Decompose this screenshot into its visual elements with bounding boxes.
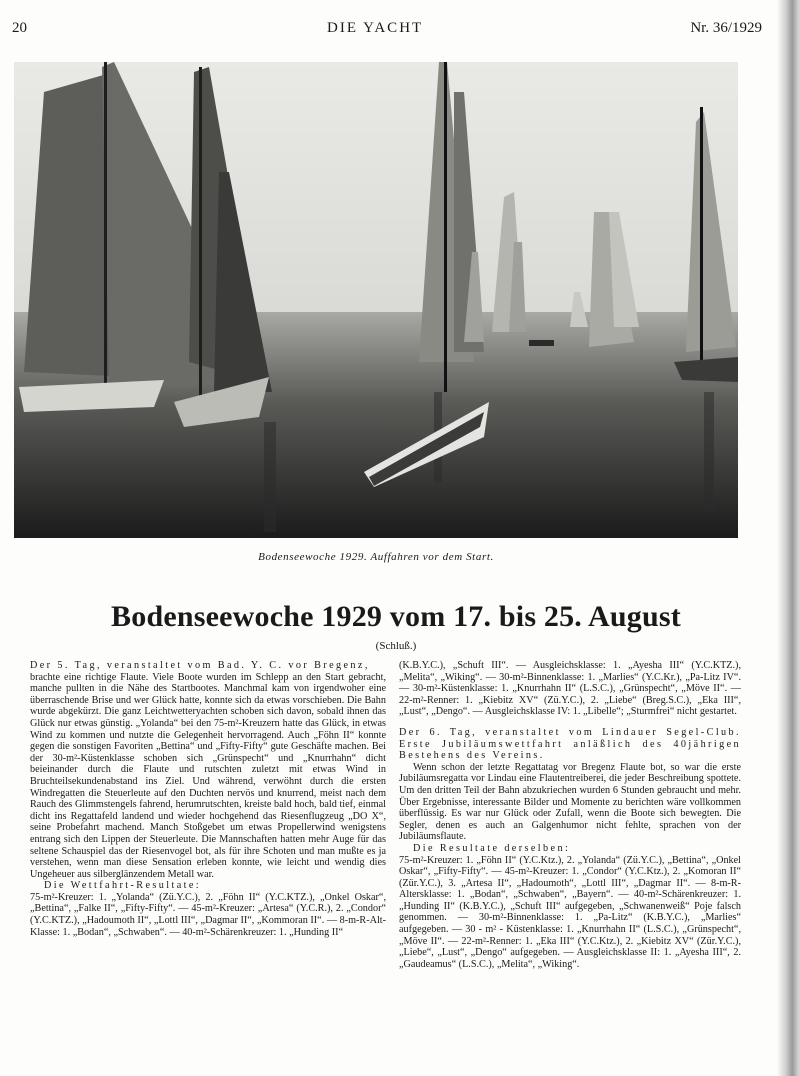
paragraph-heading: Der 6. Tag, veranstaltet vom Lindauer Segel-Club. Erste Jubiläumswettfahrt anläßlich des 40jährigen Bestehens des Vereins. xyxy=(399,726,741,762)
paragraph-heading: Der 5. Tag, veranstaltet vom Bad. Y. C. vor Bregenz, xyxy=(30,660,370,671)
page-binding-edge xyxy=(777,0,799,1076)
page-header xyxy=(12,20,772,42)
paragraph: Wenn schon der letzte Regattatag vor Bregenz Flaute bot, so war die erste Jubiläumsregatta vor Lindau eine Flautentreiberei, die jeder Beschreibung spottete. Um den dritten Teil der Bahn abzukriechen wurden 6 Stunden gebraucht und mehr. Über Ergebnisse, interessante Bilder und Momente zu berichten wäre vollkommen überflüssig. Es war nur Glück oder Zufall, wenn die Boote sich bewegten. Die Segler, denen es auch an Galgenhumor nicht fehlte, sprachen von der Jubiläumsflaute. xyxy=(399,761,741,843)
journal-title: DIE YACHT xyxy=(327,20,424,36)
article-subtitle: (Schluß.) xyxy=(375,640,417,652)
article-column-right xyxy=(399,660,741,970)
article-title: Bodenseewoche 1929 vom 17. bis 25. August xyxy=(111,600,681,633)
paragraph: brachte eine richtige Flaute. Viele Boote wurden im Schlepp an den Start gebracht, manche pullten in die Nähe des Startbootes. Manchmal kam von irgendwoher eine überraschende Brise und wer Glück hatte, konnte sich da etwas vorschieben. Die Bahn wurde abgekürzt. Die ganz Leichtwetteryachten schoben sich davon, sobald ihnen das Glück nur etwas günstig. „Yolanda“ bei den 75-m²-Kreuzern hatte das Glück, in etwas Wind zu kommen und nutzte die Gelegenheit hervorragend. Auch „Föhn II“ konnte gegen die sonstigen Favoriten „Bettina“ und „Fifty-Fifty“ gute Geschäfte machen. Bei der 30-m²-Küstenklasse schoben sich „Grünspecht“ und „Knurrhahn“ dicht beieinander durch die Flaute und rutschten zuletzt mit etwas Wind in Bruchteilsekundenabstand ins Ziel. Und während, verwöhnt durch die ersten Windregatten die Steuerleute auf den Duchten nervös und knurrend, meist nach dem Rauch des Glimmstengels fahrend, herumrutschten, kreiste bald hoch, bald tief, einmal dicht ins Regattafeld landend und wieder hochgehend das Riesenflugzeug „DO X“, seine Probefahrt machend. Manch Stoßgebet um etwas Propellerwind wenigstens entrang sich den Lippen der Steuerleute. Die Mannschaften hatten mehr Auge für das seltene Schauspiel das der Riesenvogel bot, als für ihre Schoten und man mußte es ja verstehen, wenn man diese Sensation erleben konnte, wie leicht und wendig dies Ungeheuer aus silberglänzendem Metall war. xyxy=(30,671,386,880)
paragraph: 75-m²-Kreuzer: 1. „Yolanda“ (Zü.Y.C.), 2. „Föhn II“ (Y.C.KTZ.), „Onkel Oskar“, „Bettina“, „Falke II“, „Fifty-Fifty“. — 45-m²-Kreuzer: „Artesa“ (Y.C.R.), 2. „Condor“ (Y.C.KTZ.), „Hadoumoth II“, „Lottl III“, „Dagmar II“, „Kommoran II“. — 8-m-R-Alt-Klasse: 1. „Bodan“, „Schwaben“. — 40-m²-Schärenkreuzer: 1. „Hunding II“ xyxy=(30,891,386,938)
paragraph-heading: Die Wettfahrt-Resultate: xyxy=(44,880,202,892)
paragraph: 75-m²-Kreuzer: 1. „Föhn II“ (Y.C.Ktz.), 2. „Yolanda“ (Zü.Y.C.), „Bettina“, „Onkel Oskar“, „Fifty-Fifty“. — 45-m²-Kreuzer: 1. „Condor“ (Y.C.Ktz.), 2. „Komoran II“ (Zür.Y.C.), 3. „Artesa II“, „Hadoumoth“, „Lottl III“, „Dagmar II“. — 8-m-R-Altersklasse: 1. „Bodan“, „Schwaben“, „Bayern“. — 40-m²-Schärenkreuzer: 1. „Hunding II“ (K.B.Y.C.), „Schuft III“ aufgegeben, „Schwanenweiß“ Poje falsch genommen. — 30-m²-Binnenklasse: 1. „Pa-Litz“ (K.B.Y.C.), „Marlies“ aufgegeben. — 30 - m² - Küstenklasse: 1. „Knurrhahn II“ (L.S.C.), „Grünspecht“, „Möve II“. — 22-m²-Renner: 1. „Eka III“ (Y.C.Ktz.), 2. „Kiebitz XV“ (Zür.Y.C.), „Liebe“, „Lust“, „Dengo“ aufgegeben. — Ausgleichsklasse II: 1. „Ayesha III“, 2. „Gaudeamus“ (L.S.C.), „Melita“, „Wiking“. xyxy=(399,854,741,970)
article-column-left xyxy=(30,660,386,938)
photo-caption: Bodenseewoche 1929. Auffahren vor dem Start. xyxy=(258,551,494,563)
issue-number: Nr. 36/1929 xyxy=(690,20,762,36)
paragraph: (K.B.Y.C.), „Schuft III“. — Ausgleichsklasse: 1. „Ayesha III“ (Y.C.KTZ.), „Melita“, „Wiking“. — 30-m²-Binnenklasse: 1. „Marlies“ (Y.C.Kr.), „Pa-Litz IV“. — 30-m²-Küstenklasse: 1. „Knurrhahn II“ (L.S.C.), „Grünspecht“, „Möve II“. — 22-m²-Renner: 1. „Kiebitz XV“ (Zü.Y.C.), 2. „Liebe“ (Breg.S.C.), „Eka III“, „Lust“, „Dengo“. — Ausgleichsklasse IV: 1. „Libelle“; „Sturmfrei“ nicht gestartet. xyxy=(399,660,741,718)
sailboats-photo xyxy=(14,62,738,538)
page-number: 20 xyxy=(12,20,27,36)
photo-sailboats-icon xyxy=(14,62,738,538)
paragraph-heading: Die Resultate derselben: xyxy=(413,842,571,854)
